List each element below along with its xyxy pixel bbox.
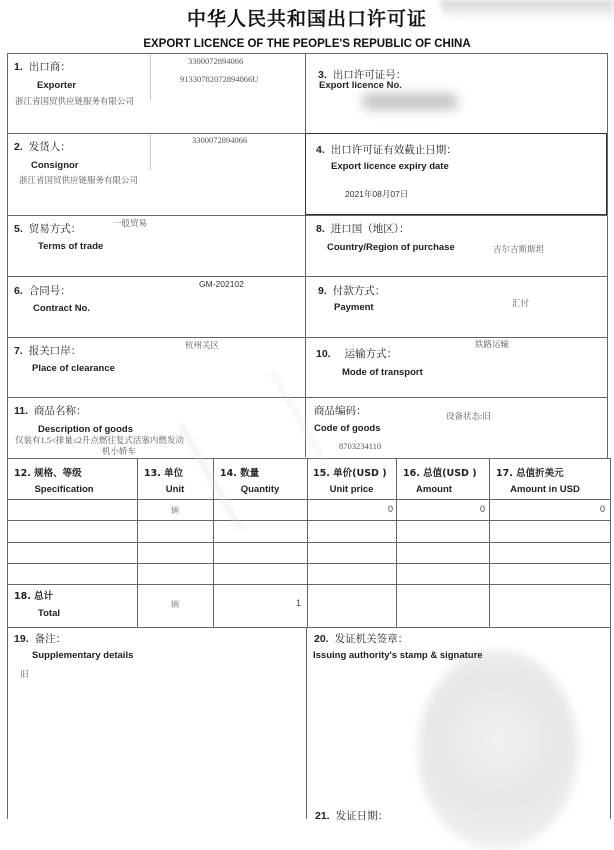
field-number: 4. <box>316 144 325 156</box>
header-qty-cn: 数量 <box>240 468 260 479</box>
country-label-en: Country/Region of purchase <box>327 242 455 253</box>
transport-label-cn: 运输方式： <box>344 348 398 360</box>
header-amount-usd-en: Amount in USD <box>510 484 580 495</box>
header-spec-en: Specification <box>34 484 94 495</box>
equipment-status: 设备状态:旧 <box>446 411 491 421</box>
terms-label-en: Terms of trade <box>38 241 104 252</box>
exporter-code-1: 3300072894066 <box>188 56 244 66</box>
header-unit-en: Unit <box>165 484 185 495</box>
exporter-label-cn: 出口商： <box>28 61 71 73</box>
contract-label-cn: 合同号： <box>28 285 71 297</box>
exporter-label-en: Exporter <box>37 80 77 91</box>
total-quantity: 1 <box>295 598 301 608</box>
official-stamp-redacted <box>418 650 578 850</box>
terms-label-cn: 贸易方式： <box>28 223 82 235</box>
divider-center-lower <box>306 627 307 819</box>
field-number: 19. <box>14 633 29 645</box>
field-number: 3. <box>318 69 327 81</box>
field-number: 21. <box>315 810 330 822</box>
divider-faint-1 <box>150 54 151 100</box>
consignor-code-1: 3300072894066 <box>192 135 248 145</box>
clearance-label-en: Place of clearance <box>32 363 115 374</box>
exporter-value: 浙江省国贸供应链服务有限公司 <box>15 96 135 106</box>
consignor-value: 浙江省国贸供应链服务有限公司 <box>19 175 139 185</box>
cell-unit: 辆 <box>171 506 179 515</box>
field-number: 9. <box>318 285 327 297</box>
row-line-5 <box>7 397 607 398</box>
total-num: 18. <box>14 591 31 602</box>
header-num: 15. <box>313 468 330 479</box>
table-row-line-4 <box>7 584 610 585</box>
field-number: 8. <box>316 223 325 235</box>
description-value-line2: 机小轿车 <box>102 446 137 456</box>
supplementary-value: 旧 <box>20 669 29 679</box>
field-number: 20. <box>314 633 329 645</box>
transport-value: 铁路运输 <box>475 339 510 349</box>
field-number: 10. <box>316 348 331 360</box>
header-amount-en: Amount <box>416 484 452 495</box>
payment-label-cn: 付款方式： <box>332 285 386 297</box>
issue-date-label-cn: 发证日期： <box>335 810 389 822</box>
header-amount-cn: 总值(USD ) <box>423 468 477 479</box>
document-title-cn: 中华人民共和国出口许可证 <box>186 8 427 30</box>
total-label-cn: 总计 <box>34 591 54 602</box>
header-spec-cn: 规格、等级 <box>34 468 82 479</box>
border-right-top <box>607 53 608 458</box>
header-num: 13. <box>144 468 161 479</box>
country-value: 吉尔吉斯斯坦 <box>493 244 545 254</box>
row-line-3 <box>7 276 607 277</box>
supplementary-label-cn: 备注： <box>34 633 67 645</box>
licence-no-label-en: Export licence No. <box>319 80 402 91</box>
table-row-line-3 <box>7 563 610 564</box>
terms-value: 一般贸易 <box>113 218 148 228</box>
description-label-cn: 商品名称： <box>34 405 87 417</box>
header-qty-en: Quantity <box>240 484 280 495</box>
total-unit: 辆 <box>171 600 179 609</box>
field-number: 2. <box>14 141 23 153</box>
table-header-bottom <box>7 499 610 500</box>
payment-value: 汇付 <box>512 298 530 308</box>
header-num: 17. <box>496 468 513 479</box>
contract-label-en: Contract No. <box>33 303 90 314</box>
table-row-line-1 <box>7 520 610 521</box>
exporter-code-2: 91330782072894066U <box>180 74 259 84</box>
description-value-line1: 仅装有1.5<排量≤2升点燃往复式活塞内燃发动 <box>15 435 184 445</box>
border-right-bottom <box>610 458 611 819</box>
code-label-en: Code of goods <box>314 423 381 434</box>
code-value: 8703234110 <box>339 441 382 451</box>
consignor-label-cn: 发货人： <box>28 141 71 153</box>
clearance-value: 杭州关区 <box>185 340 220 350</box>
licence-no-label-cn: 出口许可证号： <box>332 69 407 81</box>
header-unit-price-en: Unit price <box>329 484 374 495</box>
field-number: 6. <box>14 285 23 297</box>
expiry-label-cn: 出口许可证有效截止日期： <box>330 144 457 156</box>
authority-label-en: Issuing authority's stamp & signature <box>313 650 483 661</box>
document-title-en: EXPORT LICENCE OF THE PEOPLE'S REPUBLIC OF CHINA <box>143 38 471 50</box>
consignor-label-en: Consignor <box>31 160 79 171</box>
border-left <box>7 53 8 819</box>
header-unit-price-cn: 单价(USD ) <box>333 468 387 479</box>
field-number: 11. <box>14 405 29 417</box>
licence-no-redacted <box>362 94 458 109</box>
authority-label-cn: 发证机关签章： <box>334 633 409 645</box>
transport-label-en: Mode of transport <box>342 367 423 378</box>
expiry-label-en: Export licence expiry date <box>331 161 449 172</box>
table-row-line-2 <box>7 542 610 543</box>
code-label-cn: 商品编码： <box>314 405 367 417</box>
supplementary-label-en: Supplementary details <box>32 650 134 661</box>
divider-faint-2 <box>150 134 151 170</box>
header-amount-usd-cn: 总值折美元 <box>516 468 564 479</box>
clearance-label-cn: 报关口岸： <box>28 345 82 357</box>
field-number: 1. <box>14 61 23 73</box>
cell-unit-price: 0 <box>387 504 393 514</box>
payment-label-en: Payment <box>334 302 374 313</box>
contract-value: GM-202102 <box>199 279 244 289</box>
field-number: 5. <box>14 223 23 235</box>
border-top <box>7 53 607 54</box>
header-num: 14. <box>220 468 237 479</box>
row-line-4 <box>7 337 607 338</box>
field-number: 7. <box>14 345 23 357</box>
header-num: 12. <box>14 468 31 479</box>
country-label-cn: 进口国（地区）： <box>330 223 410 235</box>
row-line-2 <box>7 215 607 216</box>
header-num: 16. <box>403 468 420 479</box>
cell-amount-usd: 0 <box>599 504 605 514</box>
expiry-value: 2021年08月07日 <box>345 189 409 199</box>
table-total-bottom <box>7 627 610 628</box>
cell-amount: 0 <box>479 504 485 514</box>
total-label-en: Total <box>38 608 60 619</box>
description-label-en: Description of goods <box>38 424 133 435</box>
header-unit-cn: 单位 <box>164 468 184 479</box>
